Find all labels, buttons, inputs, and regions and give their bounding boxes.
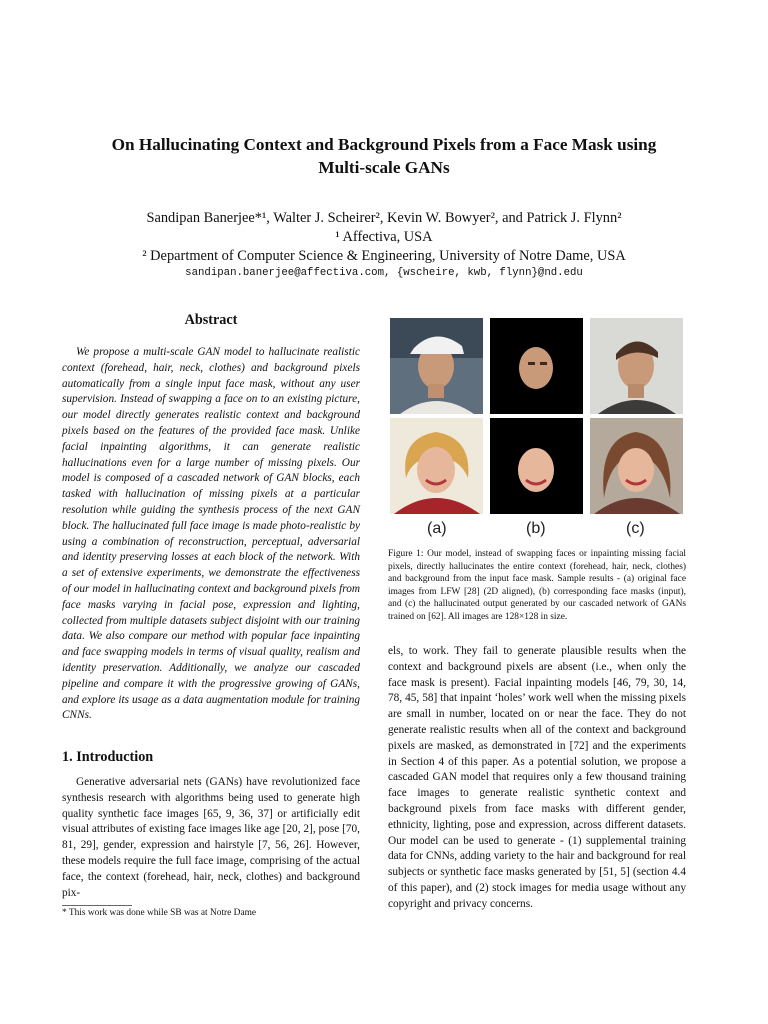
footnote: * This work was done while SB was at Notre Dame [62,908,257,918]
title-line-2: Multi-scale GANs [318,158,450,177]
introduction-paragraph: Generative adversarial nets (GANs) have revolutionized face synthesis research with algorithms being used to generate high quality synthetic face images [65, 9, 36, 37] or artificially edit visual attributes of existing face images like age [20, 2], pose [70, 81, 29], gender, expression and hairstyle [7, 56, 26]. However, these models require the full face image, comprising of the actual face, the context (forehead, hair, neck, clothes) and background pix- [62,776,360,899]
face-image-hallucinated-2 [590,418,683,514]
affiliation-2: ² Department of Computer Science & Engineering, University of Notre Dame, USA [142,248,626,264]
figure-caption: Figure 1: Our model, instead of swapping faces or inpainting missing facial pixels, directly hallucinates the entire context (forehead, hair, neck, clothes) and background from the input face mask. Sample results - (a) original face images from LFW [28] (2D aligned), (b) corresponding face masks (input), and (c) the hallucinated output generated by our cascaded network of GANs trained on [62]. All images are 128×128 in size. [388,549,686,622]
title-line-1: On Hallucinating Context and Background Pixels from a Face Mask using [111,135,657,154]
face-mask-input-2 [490,418,583,514]
author-block [40,209,728,281]
right-column-paragraph: els, to work. They fail to generate plausible results when the context and background pixels are absent (i.e., when only the face mask is present). Facial inpainting models [46, 79, 30, 14, 78, 45, 58] that inpaint ‘holes’ work well when the missing pixels are small in number, located on or near the face. They do not generate realistic results when all of the context and background pixels are masked, as demonstrated in [72] and the experiments in Section 4 of this paper. As a potential solution, we propose a cascaded GAN model that requires only a few thousand training face images to generate realistic synthetic context and background pixels from face masks with different gender, ethnicity, lighting, pose and expression, across different datasets. Our model can be used to generate - (1) supplemental training data for CNNs, adding variety to the hair and background for real subjects or synthetic face masks generated by [51, 5] (section 4.4 of this paper), and (2) stock images for media usage without any copyright and privacy concerns. [388,645,686,910]
section-heading-introduction: 1. Introduction [62,749,154,765]
abstract-heading: Abstract [184,312,238,328]
face-mask-input-1 [490,318,583,414]
figure-label-a: (a) [427,520,447,537]
face-image-original-1 [390,318,483,414]
figure-label-c: (c) [626,520,645,537]
footnote-divider [62,905,132,906]
abstract-text: We propose a multi-scale GAN model to hallucinate realistic context (forehead, hair, neck, clothes) and background pixels automatically from a single input face mask, without any user supervision. Instead of swapping a face on to an existing picture, our model directly generates realistic context and background pixels based on the features of the provided face mask. Unlike facial inpainting algorithms, it can generate realistic hallucinations even for a large number of missing pixels. Our model is composed of a cascaded network of GAN blocks, each tasked with hallucination of missing pixels at a particular resolution while guiding the synthesis process of the next GAN block. The hallucinated full face image is made photo-realistic by using a combination of reconstruction, perceptual, adversarial and identity preserving losses at each block of the network. With a set of extensive experiments, we demonstrate the effectiveness of our model in hallucinating context and background pixels from face masks varying in facial pose, expression and lighting, collected from multiple datasets subject disjoint with our training data. We also compare our method with popular face inpainting and face swapping models in terms of visual quality, realism and identity preservation. Additionally, we analyze our cascaded pipeline and compare it with the progressive growing of GANs, and explore its usage as a data augmentation module for training CNNs. [62,346,360,722]
affiliation-1: ¹ Affectiva, USA [335,229,433,245]
figure-label-b: (b) [526,520,546,537]
paper-title [60,133,708,179]
face-image-hallucinated-1 [590,318,683,414]
author-emails: sandipan.banerjee@affectiva.com, {wscheire, kwb, flynn}@nd.edu [185,267,583,279]
author-names: Sandipan Banerjee*¹, Walter J. Scheirer², Kevin W. Bowyer², and Patrick J. Flynn² [146,210,622,226]
face-image-original-2 [390,418,483,514]
